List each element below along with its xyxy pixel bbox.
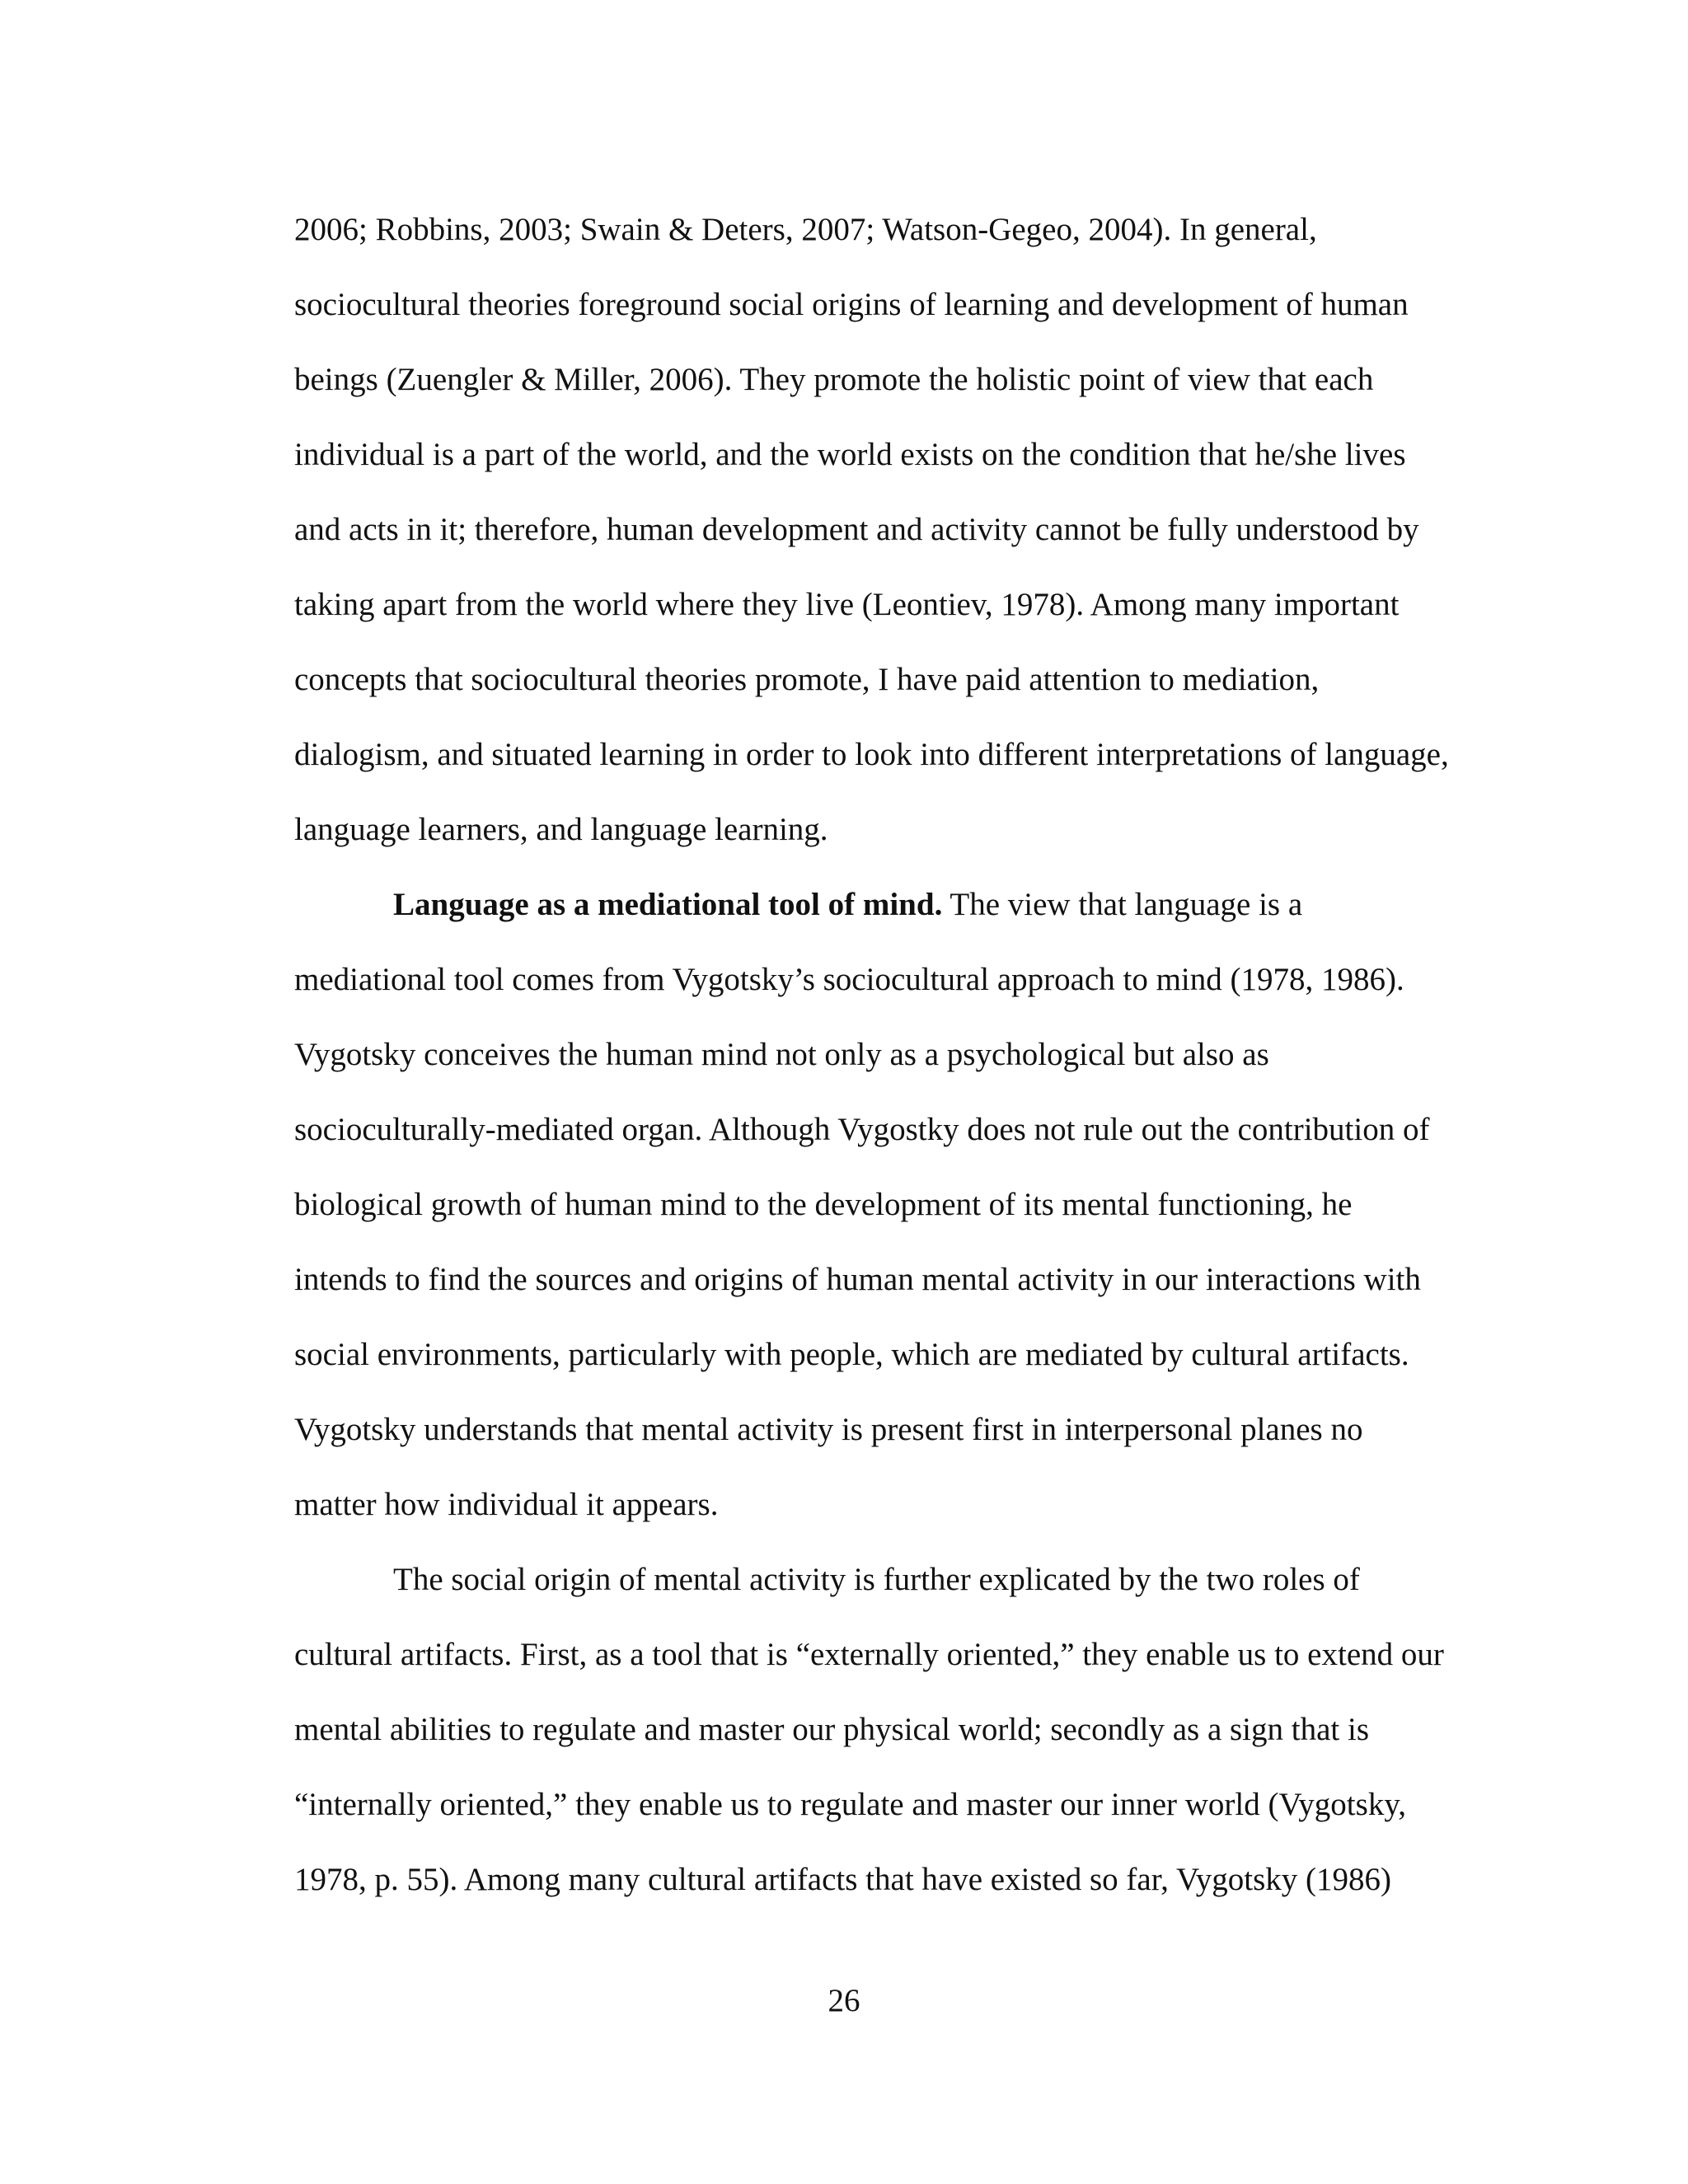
- text-line: beings (Zuengler & Miller, 2006). They promote the holistic point of view that each: [294, 362, 1374, 397]
- text-line: [294, 867, 1481, 942]
- text-line: social environments, particularly with people, which are mediated by cultural artifacts.: [294, 1337, 1409, 1372]
- text-run: The view that language is a: [942, 887, 1303, 922]
- text-line: The social origin of mental activity is further explicated by the two roles of: [393, 1562, 1360, 1597]
- text-line: matter how individual it appears.: [294, 1487, 719, 1522]
- text-line: sociocultural theories foreground social origins of learning and development of human: [294, 287, 1409, 322]
- text-line: 2006; Robbins, 2003; Swain & Deters, 2007; Watson-Gegeo, 2004). In general,: [294, 212, 1317, 247]
- text-line: language learners, and language learning.: [294, 812, 828, 847]
- text-line: Vygotsky understands that mental activity is present first in interpersonal planes no: [294, 1412, 1363, 1447]
- text-line: mental abilities to regulate and master our physical world; secondly as a sign that is: [294, 1712, 1370, 1747]
- paragraph: [294, 192, 1481, 867]
- section-heading: Language as a mediational tool of mind.: [393, 887, 943, 922]
- paragraph: [294, 867, 1481, 1542]
- text-line: mediational tool comes from Vygotsky’s sociocultural approach to mind (1978, 1986).: [294, 962, 1404, 997]
- text-line: individual is a part of the world, and the world exists on the condition that he/she lives: [294, 437, 1406, 472]
- text-line: 1978, p. 55). Among many cultural artifacts that have existed so far, Vygotsky (1986): [294, 1862, 1392, 1897]
- text-line: and acts in it; therefore, human development and activity cannot be fully understood by: [294, 512, 1419, 547]
- text-line: intends to find the sources and origins of human mental activity in our interactions with: [294, 1262, 1421, 1297]
- text-line: “internally oriented,” they enable us to regulate and master our inner world (Vygotsky,: [294, 1787, 1407, 1822]
- paragraph: [294, 1542, 1481, 1917]
- text-line: socioculturally-mediated organ. Although Vygostky does not rule out the contribution of: [294, 1112, 1430, 1147]
- text-line: dialogism, and situated learning in order to look into different interpretations of language,: [294, 737, 1449, 772]
- page-number: 26: [828, 1983, 860, 2018]
- text-line: concepts that sociocultural theories promote, I have paid attention to mediation,: [294, 662, 1320, 697]
- text-line: Vygotsky conceives the human mind not only as a psychological but also as: [294, 1037, 1269, 1072]
- text-line: biological growth of human mind to the development of its mental functioning, he: [294, 1187, 1353, 1222]
- text-line: cultural artifacts. First, as a tool that is “externally oriented,” they enable us to extend our: [294, 1637, 1444, 1672]
- text-line: taking apart from the world where they live (Leontiev, 1978). Among many important: [294, 587, 1400, 622]
- body-text: [294, 192, 1481, 1917]
